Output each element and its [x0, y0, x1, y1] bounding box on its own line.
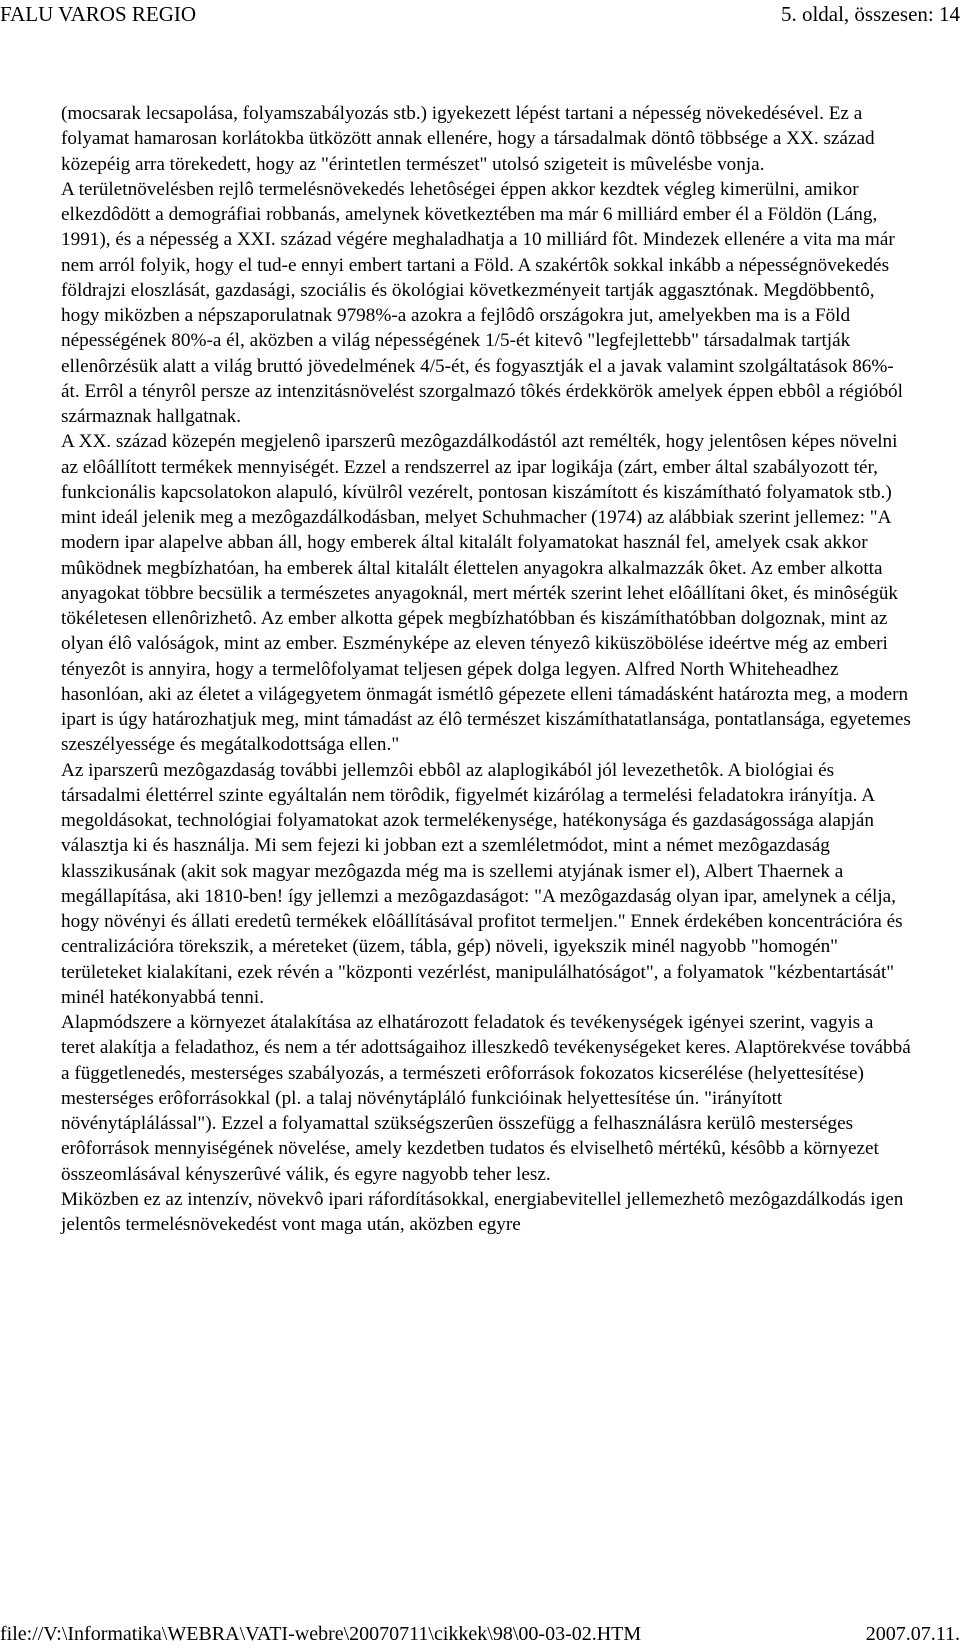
paragraph: Alapmódszere a környezet átalakítása az elhatározott feladatok és tevékenységek igényei szerint, vagyis a teret alakítja a feladathoz, és nem a tér adottságaihoz illeszkedô tevékenységeket keres. Alaptörekvése továbbá a függetlenedés, mesterséges szabályozás, a természeti erôforrások fokozatos kicserélése (helyettesítése) mesterséges erôforrásokkal (pl. a talaj növénytápláló funkcióinak helyettesítése ún. "irányított növénytáplálással"). Ezzel a folyamattal szükségszerûen összefügg a felhasználásra kerülô mesterséges erôforrások mennyiségének növelése, amely kezdetben tudatos és elviselhetô mértékû, késôbb a környezet összeomlásával kényszerûvé válik, és egyre nagyobb teher lesz.: [61, 1012, 911, 1185]
print-date: 2007.07.11.: [865, 1623, 960, 1645]
document-title: FALU VAROS REGIO: [0, 2, 197, 26]
file-path: file://V:\Informatika\WEBRA\VATI-webre\20070711\cikkek\98\00-03-02.HTM: [0, 1623, 642, 1645]
paragraph: Az iparszerû mezôgazdaság további jellemzôi ebbôl az alaplogikából jól levezethetôk. A biológiai és társadalmi élettérrel szinte egyáltalán nem törôdik, figyelmét kizárólag a termelési feladatokra irányítja. A megoldásokat, technológiai folyamatokat azok termelékenysége, hatékonysága és gazdaságossága alapján választja ki és használja. Mi sem fejezi ki jobban ezt a szemléletmódot, mint a német mezôgazdaság klasszikusának (akit sok magyar mezôgazda még ma is szellemi atyjának ismer el), Albert Thaernek a megállapítása, aki 1810-ben! így jellemzi a mezôgazdaságot: "A mezôgazdaság olyan ipar, amelynek a célja, hogy növényi és állati eredetû termékek elôállításával profitot termeljen." Ennek érdekében koncentrációra és centralizációra törekszik, a méreteket (üzem, tábla, gép) növeli, igyekszik minél nagyobb "homogén" területeket kialakítani, ezek révén a "központi vezérlést, manipulálhatóságot", a folyamatok "kézbentartását" minél hatékonyabbá tenni.: [61, 759, 903, 1008]
paragraph: (mocsarak lecsapolása, folyamszabályozás stb.) igyekezett lépést tartani a népesség növekedésével. Ez a folyamat hamarosan korlátokba ütközött annak ellenére, hogy a társadalmak döntô többsége a XX. század közepéig arra törekedett, hogy az "érintetlen természet" utolsó szigeteit is mûvelésbe vonja.: [61, 103, 875, 175]
page-indicator: 5. oldal, összesen: 14: [780, 2, 960, 26]
paragraph: A XX. század közepén megjelenô iparszerû mezôgazdálkodástól azt remélték, hogy jelentôsen képes növelni az elôállított termékek mennyiségét. Ezzel a rendszerrel az ipar logikája (zárt, ember által szabályozott tér, funkcionális kapcsolatokon alapuló, kívülrôl vezérelt, pontosan kiszámított és kiszámítható folyamatok stb.) mint ideál jelenik meg a mezôgazdálkodásban, melyet Schuhmacher (1974) az alábbiak szerint jellemez: "A modern ipar alapelve abban áll, hogy emberek által kitalált folyamatokat használ fel, amelyek csak akkor mûködnek megbízhatóan, ha emberek által kitalált élettelen anyagokra alkalmazzák ôket. Az ember alkotta anyagokat többre becsülik a természetes anyagoknál, mert mérték szerint lehet elôállítani ôket, és minôségük tökéletesen ellenôrizhetô. Az ember alkotta gépek megbízhatóbban és kiszámíthatóbban dolgoznak, mint az olyan élô valóságok, mint az ember. Eszményképe az eleven tényezô kiküszöbölése ideértve még az emberi tényezôt is annyira, hogy a termelôfolyamat teljesen gépek dolga legyen. Alfred North Whiteheadhez hasonlóan, aki az életet a világegyetem önmagát ismétlô gépezete elleni támadásként határozta meg, a modern ipart is úgy határozhatjuk meg, mint támadást az élô természet kiszámíthatatlansága, pontatlansága, egyetemes szeszélyessége és megátalkodottsága ellen.": [61, 431, 911, 756]
paragraph: Miközben ez az intenzív, növekvô ipari ráfordításokkal, energiabevitellel jellemezhetô mezôgazdálkodás igen jelentôs termelésnövekedést vont maga után, aközben egyre: [61, 1188, 904, 1235]
article-body: [61, 101, 911, 1237]
paragraph: A területnövelésben rejlô termelésnövekedés lehetôségei éppen akkor kezdtek végleg kimerülni, amikor elkezdôdött a demográfiai robbanás, amelynek következtében ma már 6 milliárd ember él a Földön (Láng, 1991), és a népesség a XXI. század végére meghaladhatja a 10 milliárd fôt. Mindezek ellenére a vita ma már nem arról folyik, hogy el tud-e ennyi embert tartani a Föld. A szakértôk sokkal inkább a népességnövekedés földrajzi eloszlását, gazdasági, szociális és ökológiai következményeit tartják aggasztónak. Megdöbbentô, hogy miközben a népszaporulatnak 9798%-a azokra a fejlôdô országokra jut, amelyekben ma is a Föld népességének 80%-a él, aközben a világ népességének 1/5-ét kitevô "legfejlettebb" társadalmak tartják ellenôrzésük alatt a világ bruttó jövedelmének 4/5-ét, és fogyasztják el a javak valamint szolgáltatások 86%-át. Errôl a tényrôl persze az intenzitásnövelést szorgalmazó tôkés érdekkörök amelyek éppen ebbôl a régióból származnak hallgatnak.: [61, 178, 903, 427]
